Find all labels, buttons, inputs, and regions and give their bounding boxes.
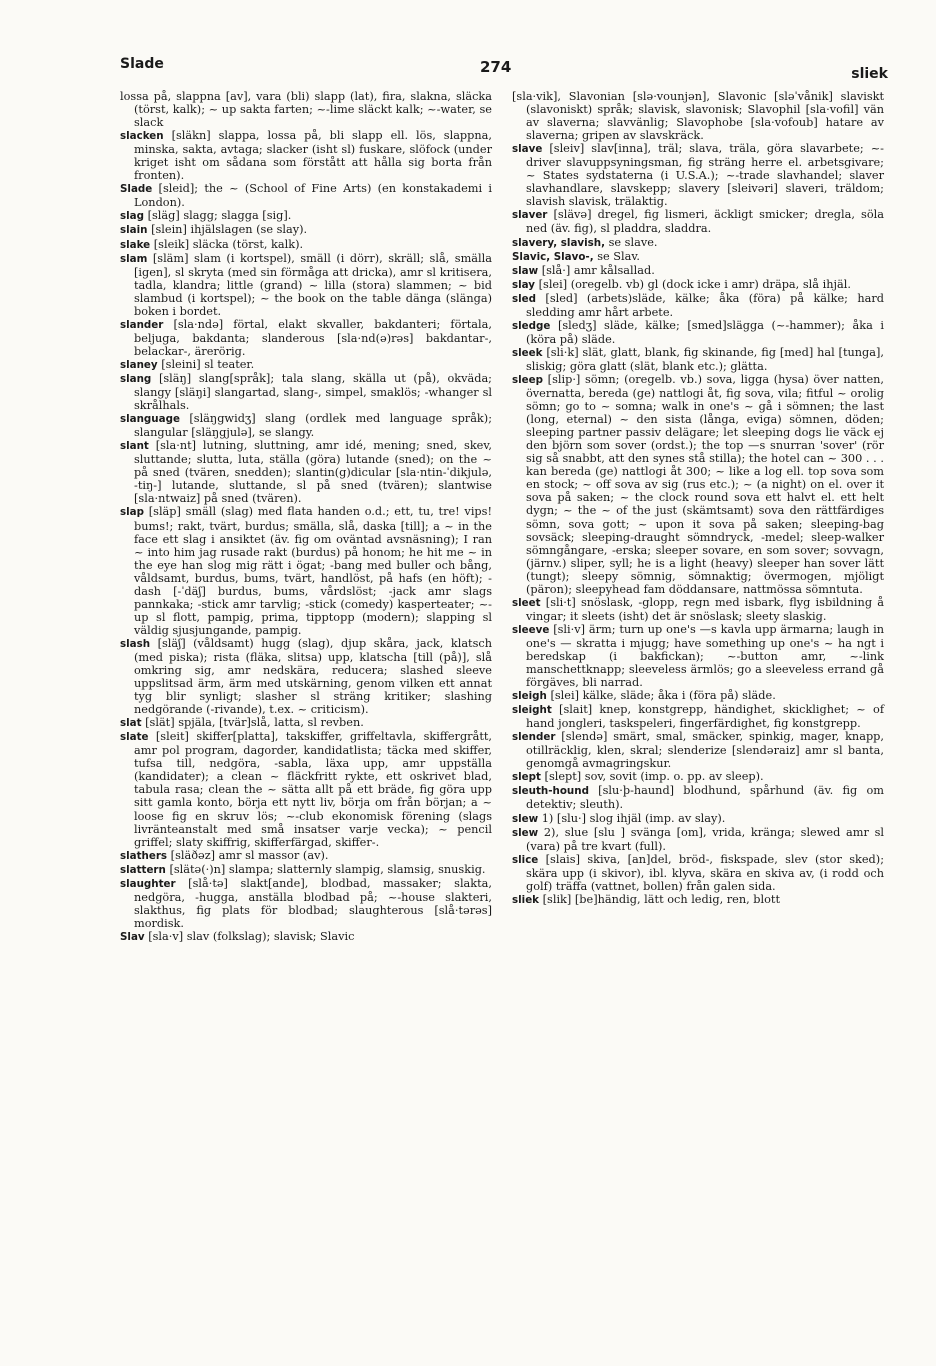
header-right-guideword: sliek: [851, 66, 888, 82]
dictionary-entry: [512, 853, 884, 893]
page-number: 274: [480, 58, 512, 76]
dictionary-entry: [120, 129, 492, 182]
entry-headword: Slav: [120, 930, 145, 943]
dictionary-entry: [512, 784, 884, 811]
entry-headword: slaney: [120, 358, 158, 371]
dictionary-entry: [120, 930, 492, 944]
entry-definition: [slu·þ-haund] blodhund, spårhund (äv. fig om detektiv; sleuth).: [526, 784, 884, 812]
entry-definition: [sla·v] slav (folkslag); slavisk; Slavic: [148, 929, 355, 943]
dictionary-entry: [512, 893, 884, 907]
entry-headword: sleet: [512, 596, 541, 609]
dictionary-entry: [120, 716, 492, 730]
dictionary-entry: [512, 142, 884, 208]
entry-headword: slender: [512, 731, 556, 744]
entry-definition: 2), slue [slu ] svänga [om], vrida, kränga; slewed amr sl (vara) på tre kvart (full).: [526, 825, 885, 853]
entry-definition: [sla·vik], Slavonian [slə·vounjən], Slavonic [sləˈvånik] slaviskt (slavoniskt) språk; slavisk, slavonisk; Slavophil [sla·vofil] vän av slaverna; slavvänlig; Slavophobe [sla·vofoub] hatare av slaverna; gripen av slavskräck.: [512, 90, 884, 143]
entry-definition: [sli·t] snöslask, -glopp, regn med isbark, flyg isbildning å vingar; it sleets (isht) det är snöslask; sleety slaskig.: [526, 595, 884, 623]
entry-headword: slate: [120, 731, 149, 744]
entry-headword: slay: [512, 278, 536, 291]
entry-headword: sleek: [512, 346, 543, 359]
dictionary-entry: [512, 319, 884, 346]
entry-definition: lossa på, slappna [av], vara (bli) slapp (lat), fira, slakna, släcka (törst, kalk); ~ up sakta farten; ~-lime släckt kalk; ~-water, se slack: [120, 90, 492, 130]
dictionary-entry: [512, 250, 884, 264]
dictionary-entry: [512, 264, 884, 278]
dictionary-entry: [120, 90, 492, 129]
entry-definition: se Slav.: [597, 249, 640, 263]
entry-definition: [slendə] smärt, smal, smäcker, spinkig, mager, knapp, otillräcklig, klen, skral; slenderize [slendəraiz] amr sl banta, genomgå avmagringskur.: [526, 730, 884, 771]
header-left-guideword: Slade: [120, 56, 164, 72]
entry-headword: slept: [512, 771, 541, 784]
entry-definition: [sleiv] slav[inna], träl; slava, träla, göra slavarbete; ~-driver slavuppsyningsman, fig sträng herre el. arbetsgivare; ~ States sydstaterna (i U.S.A.); ~-trade slavhandel; slaver slavhandlare, slavskepp; slavery [sleivəri] slaveri, träldom; slavish slavisk, trälaktig.: [526, 142, 885, 209]
dictionary-entry: [120, 223, 492, 237]
entry-definition: [sleini] sl teater.: [161, 357, 255, 371]
entry-headword: sleeve: [512, 623, 550, 636]
entry-definition: [slei] (oregelb. vb) gl (dock icke i amr) dräpa, slå ihjäl.: [538, 277, 851, 291]
entry-definition: [slävə] dregel, fig lismeri, äckligt smicker; dregla, söla ned (äv. fig), sl pladdra, sladdra.: [526, 208, 885, 236]
entry-definition: 1) [slu·] slog ihjäl (imp. av slay).: [541, 811, 726, 825]
entry-headword: slattern: [120, 863, 166, 876]
entry-definition: [släkn] slappa, lossa på, bli slapp ell. lös, slappna, minska, sakta, avtaga; slacker (isht sl) fuskare, slöfock (under kriget isht om sådana som förstått att hålla sig borta från fronten).: [134, 129, 492, 183]
dictionary-entry: [512, 208, 884, 235]
entry-headword: sleight: [512, 704, 552, 717]
entry-definition: [sledʒ] släde, kälke; [smed]slägga (~-hammer); åka i (köra på) släde.: [526, 318, 885, 346]
dictionary-entry: [120, 318, 492, 358]
entry-headword: slacken: [120, 130, 164, 143]
entry-definition: [slätə(·)n] slampa; slatternly slampig, slamsig, snuskig.: [169, 862, 486, 876]
dictionary-entry: [512, 689, 884, 703]
entry-definition: se slave.: [608, 235, 658, 249]
dictionary-entry: [512, 373, 884, 596]
entry-headword: sliek: [512, 893, 540, 906]
entry-definition: [släŋ] slang[språk]; tala slang, skälla ut (på), okväda; slangy [släŋi] slangartad, slang-, simpel, smaklös; -whanger sl skrålhals.: [134, 371, 492, 413]
dictionary-entry: [120, 252, 492, 318]
dictionary-entry: [120, 863, 492, 877]
entry-definition: [släʃ] (våldsamt) hugg (slag), djup skåra, jack, klatsch (med piska); rista (fläka, slitsa) upp, klatscha [till (på)], slå omkring sig, amr nedskära, reducera; slashed sleeve uppslitsad ärm, ärm med utskärning, genom vilken ett annat tyg blir synligt; slasher sl sträng kritiker; slashing nedgörande (-rivande), t.ex. ~ criticism).: [134, 636, 492, 717]
dictionary-entry: [512, 826, 884, 853]
entry-definition: [slik] [be]händig, lätt och ledig, ren, blott: [542, 892, 781, 906]
dictionary-entry: [512, 90, 884, 142]
dictionary-entry: [512, 346, 884, 373]
entry-definition: [släðəz] amr sl massor (av).: [170, 848, 329, 862]
left-column: [120, 90, 492, 944]
dictionary-entry: [120, 182, 492, 209]
dictionary-entry: [120, 505, 492, 636]
entry-headword: slice: [512, 853, 539, 866]
entry-headword: slam: [120, 252, 148, 265]
dictionary-entry: [512, 596, 884, 623]
entry-headword: slander: [120, 318, 164, 331]
entry-definition: [sla·nt] lutning, sluttning, amr idé, mening; sned, skev, sluttande; slutta, luta, ställa (göra) lutande (sned); on the ~ på sned (tvären, snedden); slantin(g)dicular [sla·ntin-ˈdikjulə, -tiŋ-] lutande, sluttande, sl på sned (tvären); slantwise [sla·ntwaiz] på sned (tvären).: [134, 439, 492, 506]
entry-headword: slaver: [512, 209, 548, 222]
entry-headword: slavery, slavish,: [512, 236, 606, 249]
dictionary-entry: [120, 439, 492, 505]
dictionary-entry: [512, 812, 884, 826]
dictionary-entry: [120, 412, 492, 439]
entry-definition: [slå·] amr kålsallad.: [541, 263, 655, 277]
dictionary-entry: [120, 238, 492, 252]
entry-definition: [sleik] släcka (törst, kalk).: [153, 237, 304, 251]
entry-headword: slanguage: [120, 413, 180, 426]
dictionary-entry: [512, 278, 884, 292]
entry-headword: slathers: [120, 849, 168, 862]
dictionary-entry: [512, 236, 884, 250]
entry-definition: [slip·] sömn; (oregelb. vb.) sova, ligga (hysa) över natten, övernatta, bereda (ge) nattlogi åt, fig sova, vila; fitful ~ orolig sömn; go to ~ somna; walk in one's ~ gå i sömnen; the last (long, eternal) ~ den sista (långa, eviga) sömnen, döden; sleeping partner passiv delägare; let sleeping dogs lie väck ej den björn som sover (ordst.); the top —s snurran 'sover' (rör sig så snabbt, att den synes stå stilla); the hotel can ~ 300 . . . kan bereda (ge) nattlogi åt 300; ~ like a log ell. top sova som en stock; ~ off sova av sig (rus etc.); ~ (a night) on el. over it sova på saken; ~ the clock round sova ett halvt el. ett helt dygn; ~ the ~ of the just (skämtsamt) sova den rättfärdiges sömn, sova gott; ~ upon it sova på saken; sleeping-bag sovsäck; sleeping-draught sömndryck, -medel; sleep-walker sömngångare, -erska; sleeper sovare, en som sover; sovvagn, (järnv.) sliper, syll; he is a light (heavy) sleeper han sover lätt (tungt); sleepy sömnig, sömnaktig; övermogen, mjöligt (päron); sleepyhead fam döddansare, nattmössa sömntuta.: [526, 372, 884, 596]
entry-headword: slat: [120, 717, 142, 730]
entry-definition: [slais] skiva, [an]del, bröd-, fiskspade, slev (stor sked); skära upp (i skivor), ibl. klyva, skära en skiva av, (i rodd och golf) träffa (vattnet, bollen) från galen sida.: [526, 852, 884, 893]
dictionary-entry: [512, 292, 884, 319]
entry-headword: sled: [512, 292, 537, 305]
dictionary-entry: [512, 703, 884, 730]
entry-headword: slash: [120, 637, 151, 650]
entry-definition: [sli·k] slät, glatt, blank, fig skinande, fig [med] hal [tunga], sliskig; göra glatt (slät, blank etc.); glätta.: [526, 345, 885, 373]
entry-headword: Slavic, Slavo-,: [512, 250, 594, 263]
entry-headword: slag: [120, 210, 144, 223]
entry-headword: sleigh: [512, 690, 547, 703]
entry-headword: slap: [120, 506, 144, 519]
entry-headword: slew: [512, 812, 539, 825]
entry-headword: slake: [120, 238, 151, 251]
entry-definition: [sleid]; the ~ (School of Fine Arts) (en konstakademi i London).: [134, 182, 492, 210]
entry-definition: [sled] (arbets)släde, kälke; åka (föra) på kälke; hard sledding amr hårt arbete.: [526, 291, 884, 319]
entry-definition: [sli·v] ärm; turn up one's —s kavla upp ärmarna; laugh in one's — skratta i mjugg; have something up one's ~ ha ngt i beredskap (i bakfickan); ~-button amr, ~-link manschettknapp; sleeveless ärmlös; go a sleeveless errand gå förgäves, bli narrad.: [526, 622, 884, 690]
entry-definition: [släg] slagg; slagga [sig].: [147, 209, 292, 223]
dictionary-entry: [120, 209, 492, 223]
entry-headword: slaw: [512, 264, 539, 277]
entry-headword: slang: [120, 372, 152, 385]
entry-headword: sledge: [512, 319, 551, 332]
entry-definition: [sla·ndə] förtal, elakt skvaller, bakdanteri; förtala, beljuga, bakdanta; slanderous [sla·nd(ə)rəs] bakdantar-, belackar-, ärerörig.: [134, 317, 492, 358]
entry-headword: sleuth-hound: [512, 785, 589, 798]
entry-definition: [släp] smäll (slag) med flata handen o.d.; ett, tu, tre! vips! bums!; rakt, tvärt, burdus; smälla, slå, daska [till]; a ~ in the face ett slag i ansiktet (äv. fig om oväntad avsnäsning); I ran ~ into him jag rusade rakt (burdus) på honom; he hit me ~ in the eye han slog mig rätt i ögat; -bang med buller och bång, våldsamt, burdus, bums, tvärt, handlöst, på hafs (en höft); -dash [-ˈdäʃ] burdus, bums, vårdslöst; -jack amr slags pannkaka; -stick amr tarvlig; -stick (comedy) kasperteater; ~-up sl flott, pampig, prima, tipptopp (modern); slapping sl väldig sjusjungande, pampig.: [134, 505, 492, 637]
dictionary-entry: [120, 877, 492, 930]
entry-definition: [sleit] skiffer[platta], takskiffer, griffeltavla, skiffergrått, amr pol program, dagorder, kandidatlista; täcka med skiffer, tufsa till, nedgöra, -sabla, läxa upp, amr uppställa (kandidater); a clean ~ fläckfritt rykte, ett oskrivet blad, tabula rasa; clean the ~ sätta allt på ett bräde, fig göra upp sitt gamla konto, börja ett nytt liv, börja om från början; a ~ loose fig en skruv lös; ~-club ekonomisk förening (slags livränteanstalt med små insatser varje vecka); ~ pencil griffel; slaty skiffrig, skifferfärgad, skiffer-.: [134, 730, 492, 849]
dictionary-entry: [120, 637, 492, 716]
entry-headword: sleep: [512, 373, 543, 386]
entry-headword: Slade: [120, 183, 153, 196]
dictionary-entry: [120, 372, 492, 412]
entry-headword: slant: [120, 440, 149, 453]
entry-definition: [slå·tə] slakt[ande], blodbad, massaker; slakta, nedgöra, -hugga, anställa blodbad på; ~-house slakteri, slakthus, fig plats för blodbad; slaughterous [slå·tərəs] mordisk.: [134, 876, 493, 930]
entry-definition: [slept] sov, sovit (imp. o. pp. av sleep).: [544, 770, 764, 784]
entry-headword: slew: [512, 826, 539, 839]
right-column: [512, 90, 884, 907]
dictionary-entry: [512, 623, 884, 689]
entry-headword: slave: [512, 143, 543, 156]
entry-definition: [slei] kälke, släde; åka i (föra på) släde.: [550, 689, 776, 703]
entry-headword: slaughter: [120, 877, 176, 890]
entry-definition: [slät] spjäla, [tvär]slå, latta, sl revben.: [145, 716, 364, 730]
page-header: [120, 52, 888, 82]
dictionary-entry: [120, 730, 492, 848]
entry-headword: slain: [120, 224, 148, 237]
dictionary-entry: [512, 770, 884, 784]
dictionary-entry: [120, 849, 492, 863]
dictionary-entry: [120, 358, 492, 372]
entry-definition: [släm] slam (i kortspel), smäll (i dörr), skräll; slå, smälla [igen], sl skryta (med sin förmåga att dricka), amr sl kritisera, tadla, klandra; little (grand) ~ lilla (stora) slammen; ~ bid slambud (i kortspel); ~ the book on the table dänga (slänga) boken i bordet.: [134, 251, 492, 318]
entry-definition: [släŋgwidʒ] slang (ordlek med language språk); slangular [släŋgjulə], se slangy.: [134, 412, 492, 440]
dictionary-entry: [512, 730, 884, 770]
entry-definition: [slein] ihjälslagen (se slay).: [151, 223, 308, 237]
entry-definition: [slait] knep, konstgrepp, händighet, skicklighet; ~ of hand jongleri, taskspeleri, fingerfärdighet, fig konstgrepp.: [526, 703, 884, 731]
